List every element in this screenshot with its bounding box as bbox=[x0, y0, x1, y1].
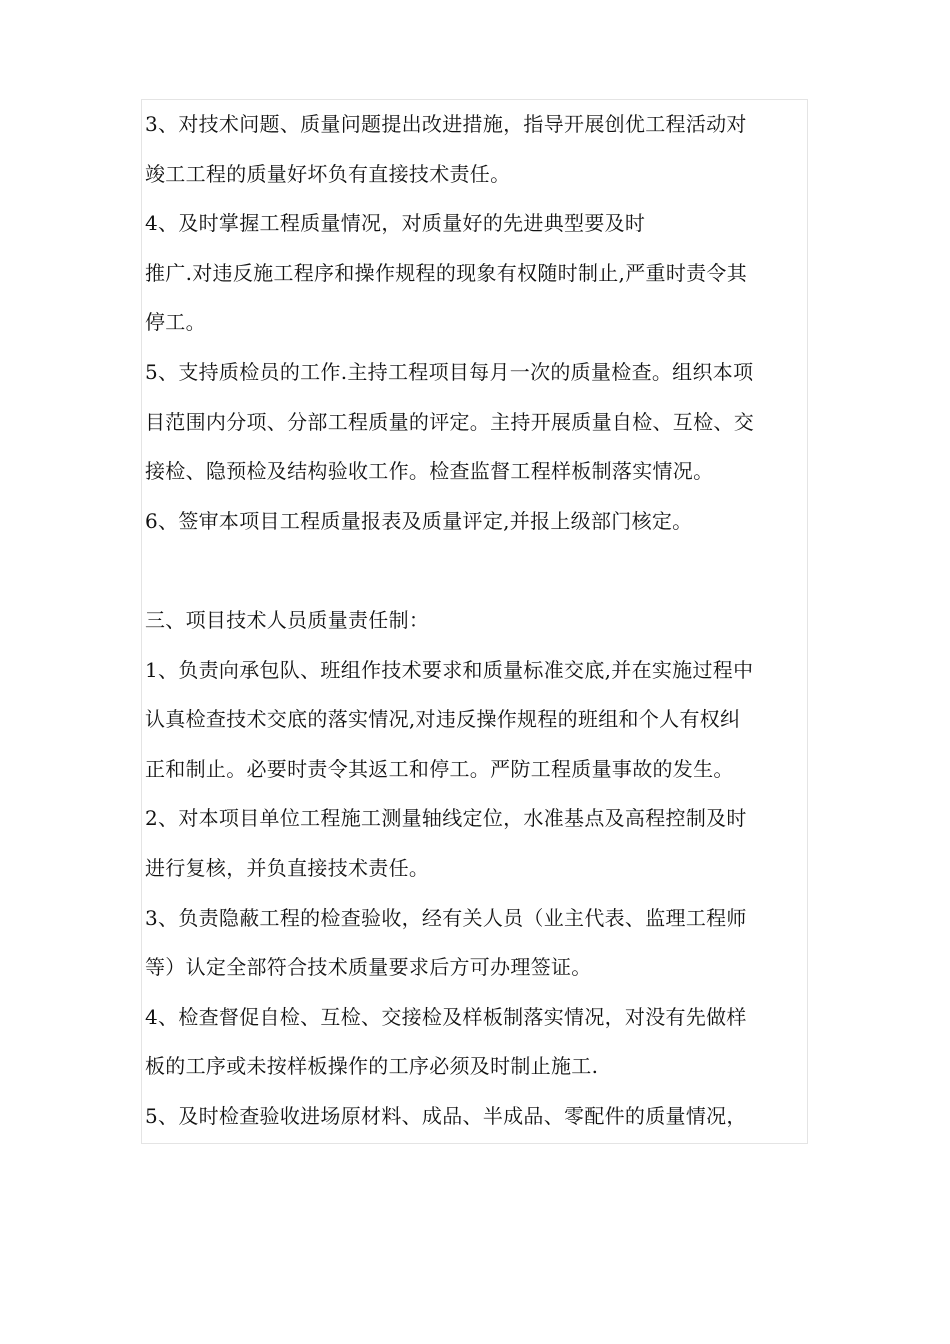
section-heading: 三、项目技术人员质量责任制： bbox=[145, 607, 430, 632]
text-line: 1、负责向承包队、班组作技术要求和质量标准交底,并在实施过程中 bbox=[145, 657, 754, 682]
text-line: 4、检查督促自检、互检、交接检及样板制落实情况，对没有先做样 bbox=[145, 1004, 747, 1029]
text-line: 推广.对违反施工程序和操作规程的现象有权随时制止,严重时责令其 bbox=[145, 260, 748, 285]
text-line: 3、对技术问题、质量问题提出改进措施，指导开展创优工程活动对 bbox=[145, 112, 747, 136]
text-line: 2、对本项目单位工程施工测量轴线定位，水准基点及高程控制及时 bbox=[145, 806, 747, 831]
text-line: 4、及时掌握工程质量情况，对质量好的先进典型要及时 bbox=[145, 211, 646, 236]
blank-line bbox=[145, 546, 825, 596]
text-line: 3、负责隐蔽工程的检查验收，经有关人员（业主代表、监理工程师 bbox=[145, 905, 747, 930]
text-line: 目范围内分项、分部工程质量的评定。主持开展质量自检、互检、交 bbox=[145, 409, 754, 434]
text-line: 5、及时检查验收进场原材料、成品、半成品、零配件的质量情况， bbox=[145, 1103, 747, 1128]
text-line: 正和制止。必要时责令其返工和停工。严防工程质量事故的发生。 bbox=[145, 756, 734, 781]
document-body bbox=[145, 100, 825, 1141]
text-line: 进行复核，并负直接技术责任。 bbox=[145, 855, 430, 880]
text-line: 接检、隐预检及结构验收工作。检查监督工程样板制落实情况。 bbox=[145, 459, 714, 484]
text-line: 竣工工程的质量好坏负有直接技术责任。 bbox=[145, 161, 511, 186]
text-line: 6、签审本项目工程质量报表及质量评定,并报上级部门核定。 bbox=[145, 508, 693, 533]
text-line: 5、支持质检员的工作.主持工程项目每月一次的质量检查。组织本项 bbox=[145, 359, 754, 384]
text-line: 停工。 bbox=[145, 310, 206, 335]
text-line: 板的工序或未按样板操作的工序必须及时制止施工. bbox=[145, 1054, 599, 1079]
text-line: 等）认定全部符合技术质量要求后方可办理签证。 bbox=[145, 955, 592, 980]
text-line: 认真检查技术交底的落实情况,对违反操作规程的班组和个人有权纠 bbox=[145, 707, 741, 732]
